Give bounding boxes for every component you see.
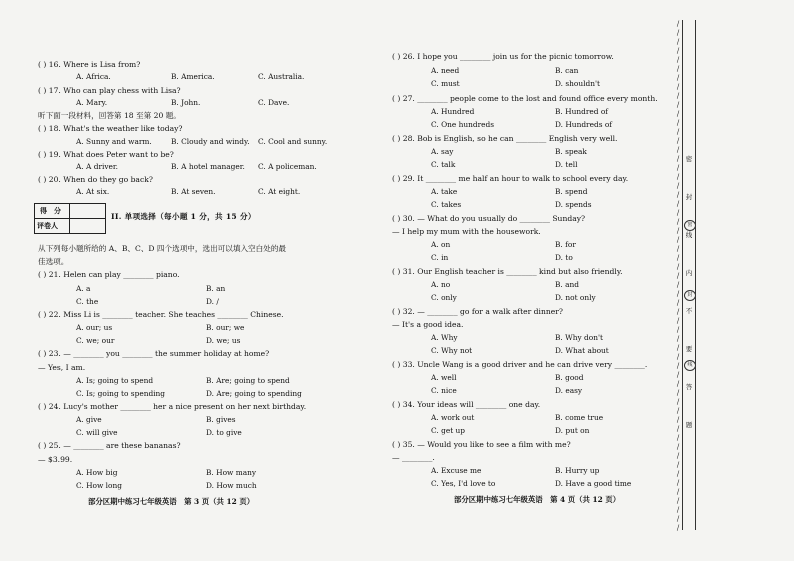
- binding-slash-mark: /: [676, 182, 680, 190]
- left-answer-option: A. a: [76, 284, 91, 293]
- right-answer-option: C. nice: [431, 386, 457, 395]
- right-answer-option: D. tell: [555, 160, 578, 169]
- binding-slash-mark: /: [676, 56, 680, 64]
- binding-slash-mark: /: [676, 317, 680, 325]
- left-answer-option: C. will give: [76, 428, 118, 437]
- left-answer-option: A. Africa.: [76, 72, 111, 81]
- binding-slash-mark: /: [676, 137, 680, 145]
- binding-slash-mark: /: [676, 209, 680, 217]
- right-answer-option: D. spends: [555, 200, 592, 209]
- binding-slash-mark: /: [676, 146, 680, 154]
- right-answer-option: D. put on: [555, 426, 590, 435]
- right-question-line: ( ) 26. I hope you ________ join us for the picnic tomorrow.: [392, 52, 614, 61]
- binding-slash-mark: /: [676, 326, 680, 334]
- left-answer-option: B. Cloudy and windy.: [171, 137, 250, 146]
- right-answer-option: B. spend: [555, 187, 588, 196]
- binding-slash-mark: /: [676, 254, 680, 262]
- binding-slash-mark: /: [676, 119, 680, 127]
- right-question-line: ( ) 32. — ________ go for a walk after dinner?: [392, 307, 563, 316]
- left-answer-option: B. How many: [206, 468, 257, 477]
- binding-slash-mark: /: [676, 434, 680, 442]
- binding-slash-mark: /: [676, 29, 680, 37]
- binding-slash-mark: /: [676, 353, 680, 361]
- binding-slash-mark: /: [676, 425, 680, 433]
- left-answer-option: A. A driver.: [76, 162, 118, 171]
- binding-slash-mark: /: [676, 407, 680, 415]
- right-answer-option: D. Have a good time: [555, 479, 632, 488]
- left-question-line: ( ) 18. What's the weather like today?: [38, 124, 183, 133]
- binding-slash-mark: /: [676, 47, 680, 55]
- left-question-line: 佳选项。: [38, 257, 69, 266]
- left-answer-option: A. give: [76, 415, 102, 424]
- binding-slash-mark: /: [676, 380, 680, 388]
- left-answer-option: D. Are; going to spending: [206, 389, 302, 398]
- left-question-line: ( ) 22. Miss Li is ________ teacher. She teaches ________ Chinese.: [38, 310, 284, 319]
- right-question-line: ( ) 34. Your ideas will ________ one day.: [392, 400, 541, 409]
- binding-slash-mark: /: [676, 299, 680, 307]
- right-answer-option: C. Yes, I'd love to: [431, 479, 496, 488]
- left-question-line: — $3.99.: [38, 455, 73, 464]
- left-answer-option: C. Is; going to spending: [76, 389, 166, 398]
- binding-slash-mark: /: [676, 281, 680, 289]
- binding-slash-mark: /: [676, 272, 680, 280]
- left-question-line: ( ) 17. Who can play chess with Lisa?: [38, 86, 181, 95]
- left-answer-option: B. Are; going to spend: [206, 376, 290, 385]
- right-question-line: ( ) 28. Bob is English, so he can ________ English very well.: [392, 134, 618, 143]
- binding-margin: [675, 20, 701, 530]
- binding-slash-mark: /: [676, 110, 680, 118]
- binding-slash-mark: /: [676, 479, 680, 487]
- binding-label: 要: [685, 345, 693, 353]
- binding-slash-mark: /: [676, 101, 680, 109]
- right-question-line: — I help my mum with the housework.: [392, 227, 541, 236]
- right-answer-option: A. Excuse me: [431, 466, 482, 475]
- left-answer-option: B. an: [206, 284, 226, 293]
- right-answer-option: C. Why not: [431, 346, 473, 355]
- right-answer-option: C. takes: [431, 200, 462, 209]
- left-question-line: ( ) 25. — ________ are these bananas?: [38, 441, 181, 450]
- right-answer-option: A. work out: [431, 413, 475, 422]
- right-answer-option: C. get up: [431, 426, 466, 435]
- binding-slash-mark: /: [676, 398, 680, 406]
- left-question-line: ( ) 24. Lucy's mother ________ her a nice present on her next birthday.: [38, 402, 307, 411]
- left-question-line: ( ) 19. What does Peter want to be?: [38, 150, 174, 159]
- right-answer-option: D. shouldn't: [555, 79, 600, 88]
- right-answer-option: D. What about: [555, 346, 609, 355]
- right-answer-option: C. in: [431, 253, 449, 262]
- left-answer-option: A. How big: [76, 468, 118, 477]
- binding-slash-mark: /: [676, 524, 680, 532]
- footer-page-3: 部分区期中练习七年级英语 第 3 页（共 12 页）: [88, 497, 255, 506]
- right-question-line: ( ) 31. Our English teacher is ________ kind but also friendly.: [392, 267, 623, 276]
- left-question-line: — Yes, I am.: [38, 363, 86, 372]
- binding-label: 内: [685, 269, 693, 277]
- left-answer-option: C. we; our: [76, 336, 115, 345]
- right-answer-option: D. to: [555, 253, 573, 262]
- left-answer-option: C. Australia.: [258, 72, 305, 81]
- right-answer-option: C. One hundreds: [431, 120, 495, 129]
- binding-slash-mark: /: [676, 38, 680, 46]
- left-answer-option: C. Dave.: [258, 98, 290, 107]
- left-answer-option: B. A hotel manager.: [171, 162, 245, 171]
- binding-slash-mark: /: [676, 218, 680, 226]
- left-question-line: 听下面一段材料，回答第 18 至第 20 题。: [38, 111, 181, 120]
- score-box: [34, 203, 106, 234]
- binding-slash-mark: /: [676, 227, 680, 235]
- right-answer-option: A. Hundred: [431, 107, 475, 116]
- section-title: II. 单项选择（每小题 1 分，共 15 分）: [111, 212, 256, 221]
- grader-label: 评卷人: [37, 221, 58, 230]
- right-answer-option: B. and: [555, 280, 580, 289]
- binding-slash-mark: /: [676, 344, 680, 352]
- left-answer-option: A. Sunny and warm.: [76, 137, 152, 146]
- right-answer-option: B. Hurry up: [555, 466, 600, 475]
- right-answer-option: B. come true: [555, 413, 604, 422]
- left-answer-option: B. gives: [206, 415, 236, 424]
- binding-slash-mark: /: [676, 515, 680, 523]
- binding-slash-mark: /: [676, 74, 680, 82]
- binding-circle-label: 线: [684, 360, 696, 371]
- right-question-line: ( ) 29. It ________ me half an hour to walk to school every day.: [392, 174, 629, 183]
- right-question-line: ( ) 35. — Would you like to see a film with me?: [392, 440, 571, 449]
- binding-label: 题: [685, 421, 693, 429]
- binding-circle-label: 密: [684, 220, 696, 231]
- binding-label: 封: [685, 193, 693, 201]
- right-answer-option: A. Why: [431, 333, 458, 342]
- left-answer-option: A. Mary.: [76, 98, 108, 107]
- right-answer-option: C. talk: [431, 160, 456, 169]
- right-answer-option: B. for: [555, 240, 576, 249]
- binding-slash-mark: /: [676, 83, 680, 91]
- right-answer-option: A. on: [431, 240, 451, 249]
- binding-slash-mark: /: [676, 236, 680, 244]
- left-question-line: 从下列每小题所给的 A、B、C、D 四个选项中，选出可以填入空白处的最: [38, 244, 287, 253]
- binding-slash-mark: /: [676, 488, 680, 496]
- left-answer-option: D. to give: [206, 428, 242, 437]
- right-question-line: ( ) 27. ________ people come to the lost and found office every month.: [392, 94, 658, 103]
- left-question-line: ( ) 20. When do they go back?: [38, 175, 153, 184]
- left-answer-option: C. How long: [76, 481, 122, 490]
- binding-slash-mark: /: [676, 371, 680, 379]
- right-answer-option: B. good: [555, 373, 584, 382]
- binding-slash-mark: /: [676, 389, 680, 397]
- binding-slash-mark: /: [676, 173, 680, 181]
- left-answer-option: C. Cool and sunny.: [258, 137, 328, 146]
- binding-slash-mark: /: [676, 65, 680, 73]
- right-answer-option: A. need: [431, 66, 460, 75]
- left-answer-option: C. the: [76, 297, 99, 306]
- left-answer-option: D. we; us: [206, 336, 241, 345]
- left-answer-option: C. A policeman.: [258, 162, 317, 171]
- binding-slash-mark: /: [676, 416, 680, 424]
- binding-slash-mark: /: [676, 335, 680, 343]
- binding-slash-mark: /: [676, 470, 680, 478]
- right-question-line: — ________.: [392, 453, 435, 462]
- left-question-line: ( ) 16. Where is Lisa from?: [38, 60, 141, 69]
- left-answer-option: A. Is; going to spend: [76, 376, 154, 385]
- right-answer-option: B. speak: [555, 147, 587, 156]
- right-answer-option: B. can: [555, 66, 579, 75]
- right-answer-option: B. Hundred of: [555, 107, 608, 116]
- binding-label: 不: [685, 307, 693, 315]
- binding-slash-mark: /: [676, 128, 680, 136]
- right-answer-option: C. only: [431, 293, 457, 302]
- left-answer-option: B. America.: [171, 72, 215, 81]
- binding-slash-mark: /: [676, 308, 680, 316]
- left-answer-option: A. At six.: [76, 187, 110, 196]
- binding-slash-mark: /: [676, 443, 680, 451]
- binding-label: 答: [685, 383, 693, 391]
- binding-slash-mark: /: [676, 191, 680, 199]
- right-answer-option: C. must: [431, 79, 460, 88]
- binding-slash-mark: /: [676, 461, 680, 469]
- binding-slash-mark: /: [676, 245, 680, 253]
- footer-page-4: 部分区期中练习七年级英语 第 4 页（共 12 页）: [454, 495, 621, 504]
- left-answer-option: B. our; we: [206, 323, 245, 332]
- binding-slash-mark: /: [676, 263, 680, 271]
- binding-slash-mark: /: [676, 497, 680, 505]
- binding-slash-mark: /: [676, 20, 680, 28]
- right-answer-option: A. well: [431, 373, 457, 382]
- binding-slash-mark: /: [676, 200, 680, 208]
- binding-label: 密: [685, 155, 693, 163]
- right-answer-option: A. no: [431, 280, 451, 289]
- binding-circle-label: 封: [684, 290, 696, 301]
- binding-slash-mark: /: [676, 506, 680, 514]
- right-question-line: ( ) 30. — What do you usually do ________ Sunday?: [392, 214, 586, 223]
- binding-slash-mark: /: [676, 155, 680, 163]
- left-answer-option: D. /: [206, 297, 219, 306]
- right-answer-option: A. say: [431, 147, 454, 156]
- left-answer-option: A. our; us: [76, 323, 113, 332]
- right-answer-option: D. Hundreds of: [555, 120, 613, 129]
- binding-slash-mark: /: [676, 362, 680, 370]
- binding-slash-mark: /: [676, 452, 680, 460]
- left-answer-option: D. How much: [206, 481, 257, 490]
- binding-slash-mark: /: [676, 164, 680, 172]
- left-answer-option: B. John.: [171, 98, 201, 107]
- right-answer-option: D. not only: [555, 293, 596, 302]
- binding-slash-mark: /: [676, 290, 680, 298]
- right-question-line: ( ) 33. Uncle Wang is a good driver and he can drive very ________.: [392, 360, 648, 369]
- score-label: 得 分: [40, 206, 61, 215]
- left-answer-option: C. At eight.: [258, 187, 301, 196]
- right-answer-option: D. easy: [555, 386, 583, 395]
- right-answer-option: B. Why don't: [555, 333, 603, 342]
- binding-slash-mark: /: [676, 92, 680, 100]
- binding-label: 线: [685, 231, 693, 239]
- left-answer-option: B. At seven.: [171, 187, 216, 196]
- right-answer-option: A. take: [431, 187, 458, 196]
- left-question-line: ( ) 23. — ________ you ________ the summer holiday at home?: [38, 349, 270, 358]
- right-question-line: — It's a good idea.: [392, 320, 464, 329]
- left-question-line: ( ) 21. Helen can play ________ piano.: [38, 270, 180, 279]
